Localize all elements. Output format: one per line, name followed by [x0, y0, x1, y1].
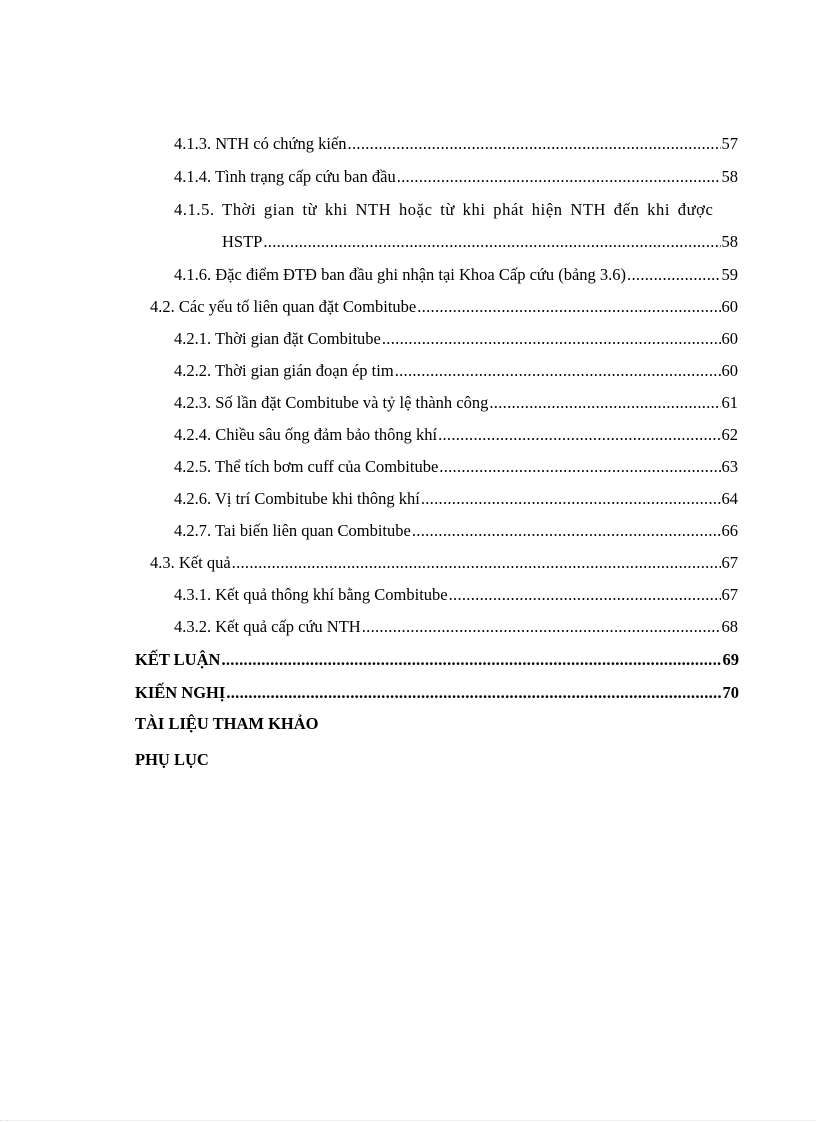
toc-leader-dots [226, 680, 721, 706]
toc-leader-dots [438, 422, 720, 448]
toc-entry-page: 69 [722, 650, 739, 669]
toc-leader-dots [221, 647, 721, 673]
toc-leader-dots [395, 358, 721, 384]
toc-entry-title: PHỤ LỤC [135, 750, 209, 769]
toc-leader-dots [449, 582, 721, 608]
toc-entry-page: 66 [721, 521, 738, 540]
toc-entry-title: 4.2. Các yếu tố liên quan đặt Combitube [150, 297, 417, 316]
toc-entry-page: 59 [721, 265, 738, 284]
toc-entry-title: 4.2.2. Thời gian gián đoạn ép tim [174, 361, 394, 380]
toc-leader-dots [397, 164, 721, 190]
toc-entry-page: 67 [721, 585, 738, 604]
toc-entry-title: 4.3.2. Kết quả cấp cứu NTH [174, 617, 361, 636]
toc-entry-title: 4.1.3. NTH có chứng kiến [174, 134, 347, 153]
page-bottom-divider [0, 1120, 816, 1122]
toc-leader-dots [421, 486, 721, 512]
toc-entry-page: 60 [721, 297, 738, 316]
toc-entry-title: 4.1.5. Thời gian từ khi NTH hoặc từ khi phát hiện NTH đến khi được [174, 200, 714, 219]
toc-entry-page: 58 [721, 167, 738, 186]
toc-leader-dots [417, 294, 720, 320]
toc-leader-dots [489, 390, 720, 416]
toc-leader-dots [362, 614, 721, 640]
toc-entry-title: 4.2.6. Vị trí Combitube khi thông khí [174, 489, 420, 508]
toc-entry-page: 63 [721, 457, 738, 476]
toc-entry-title: 4.2.3. Số lần đặt Combitube và tỷ lệ thành công [174, 393, 489, 412]
toc-entry-title: 4.1.4. Tình trạng cấp cứu ban đầu [174, 167, 396, 186]
toc-entry-title-continuation: HSTP [222, 232, 263, 251]
toc-entry-page: 60 [721, 361, 738, 380]
toc-leader-dots [439, 454, 720, 480]
toc-entry-title: 4.2.4. Chiều sâu ống đảm bảo thông khí [174, 425, 438, 444]
toc-leader-dots [627, 262, 720, 288]
toc-entry-page: 68 [721, 617, 738, 636]
toc-entry-page: 62 [721, 425, 738, 444]
toc-entry-title: KIẾN NGHỊ [135, 683, 226, 702]
toc-entry-page: 64 [721, 489, 738, 508]
toc-entry-title: 4.1.6. Đặc điểm ĐTĐ ban đầu ghi nhận tại Khoa Cấp cứu (bảng 3.6) [174, 265, 627, 284]
toc-entry-page: 67 [721, 553, 738, 572]
toc-leader-dots [348, 131, 721, 157]
toc-entry-page: 61 [721, 393, 738, 412]
toc-entry-page: 58 [721, 232, 738, 251]
toc-entry-page: 60 [721, 329, 738, 348]
toc-entry-title: KẾT LUẬN [135, 650, 221, 669]
toc-entry-page: 70 [722, 683, 739, 702]
toc-leader-dots [263, 229, 720, 255]
toc-entry-title: 4.2.5. Thể tích bơm cuff của Combitube [174, 457, 439, 476]
toc-entry-page: 57 [721, 134, 738, 153]
toc-entry-title: TÀI LIỆU THAM KHẢO [135, 714, 319, 733]
toc-entry-title: 4.3.1. Kết quả thông khí bằng Combitube [174, 585, 448, 604]
toc-entry-title: 4.2.7. Tai biến liên quan Combitube [174, 521, 411, 540]
toc-entry-title: 4.2.1. Thời gian đặt Combitube [174, 329, 381, 348]
toc-leader-dots [382, 326, 721, 352]
toc-leader-dots [232, 550, 721, 576]
toc-entry-title: 4.3. Kết quả [150, 553, 231, 572]
toc-leader-dots [412, 518, 721, 544]
